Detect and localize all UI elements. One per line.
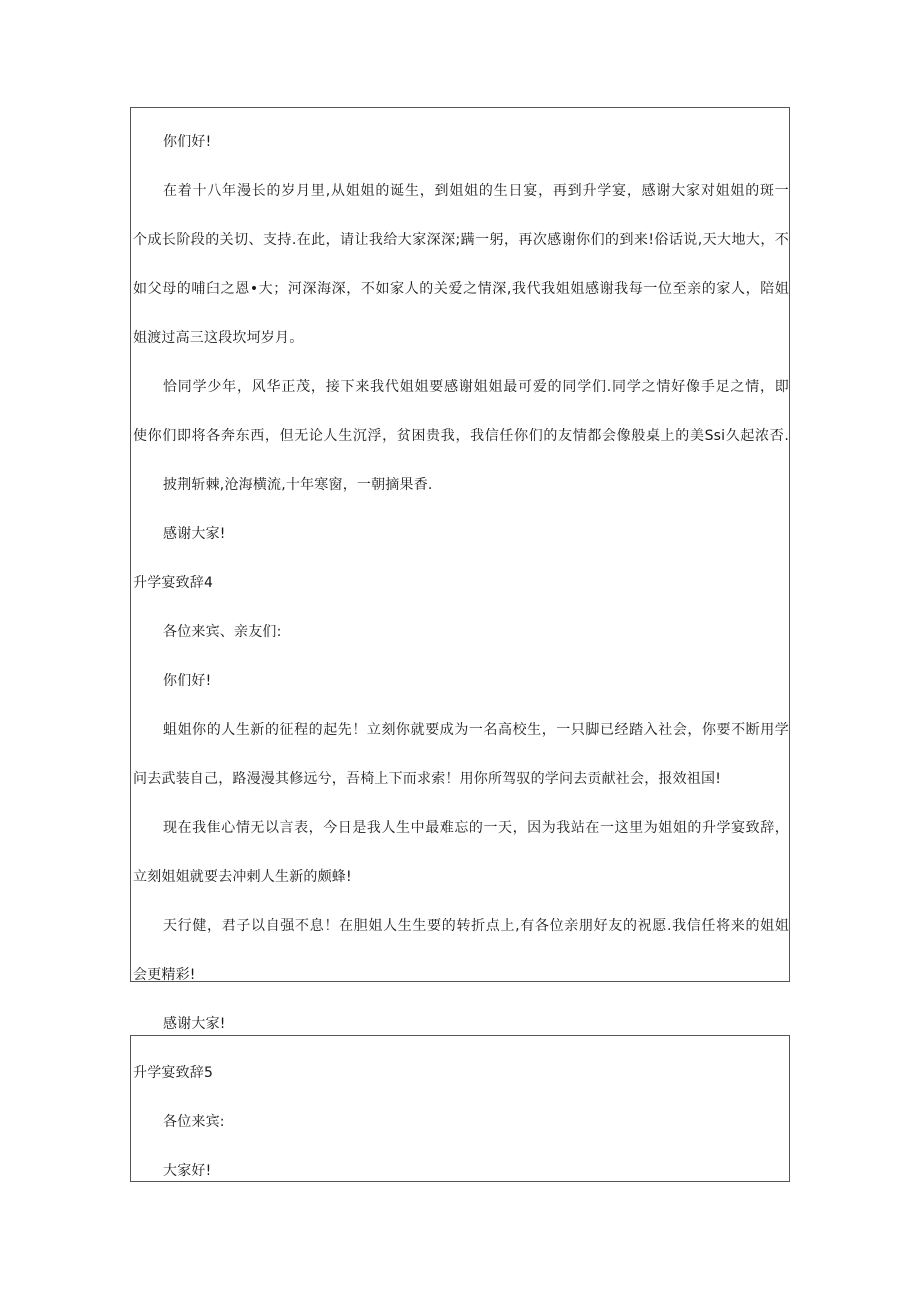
greeting-line: 你们好! (163, 673, 212, 689)
paragraph-line: 恰同学少年，风华正茂，接下来我代姐姐要感谢姐姐最可爱的同学们.同学之情好像手足之情，即 (163, 379, 789, 395)
paragraph-line: 问去武装自己，路漫漫其修远兮，吾椅上下而求索！用你所驾驭的学问去贡献社会，报效祖国! (133, 771, 722, 787)
paragraph-line: 如父母的哺臼之恩•大；河深海深，不如家人的关爱之情深,我代我姐姐感谢我每一位至亲的家人，陪姐 (133, 281, 789, 297)
paragraph-line: 现在我隹心情无以言表，今日是我人生中最难忘的一天，因为我站在一这里为姐姐的升学宴致辞， (163, 820, 789, 836)
paragraph-line: 个成长阶段的关切、支持.在此，请让我给大家深深;蹒一躬，再次感谢你们的到来!俗话说,天大地大，不 (133, 232, 789, 248)
paragraph-line: 姐渡过高三这段坎坷岁月。 (133, 330, 304, 346)
salutation-line: 各位来宾: (163, 1114, 225, 1130)
paragraph-line: 披荆斩棘,沧海横流,十年寒窗，一朝摘果香. (163, 477, 433, 493)
page-frame-bottom (130, 1035, 790, 1182)
paragraph-line: 会更精彩! (133, 967, 196, 983)
section-heading: 升学宴致辞5 (133, 1065, 214, 1081)
paragraph-line: 天行健，君子以自强不息！在胆姐人生生要的转折点上,有各位亲朋好友的祝愿.我信任将来的姐姐 (163, 918, 789, 934)
paragraph-line: 使你们即将各奔东西，但无论人生沉浮，贫困贵我，我信任你们的友情都会像般桌上的美Ssi久起浓否. (133, 428, 789, 444)
greeting-line: 大家好! (163, 1163, 212, 1179)
section-heading: 升学宴致辞4 (133, 575, 214, 591)
greeting-line: 你们好! (163, 134, 212, 150)
thanks-line: 感谢大家! (163, 1016, 226, 1032)
paragraph-line: 立刻姐姐就要去冲剌人生新的颇蜂! (133, 869, 352, 885)
thanks-line: 感谢大家! (163, 526, 226, 542)
paragraph-line: 蛆姐你的人生新的征程的起先！立刻你就要成为一名高校生，一只脚已经踏入社会，你要不断用学 (163, 722, 789, 738)
salutation-line: 各位来宾、亲友们: (163, 624, 282, 640)
paragraph-line: 在着十八年漫长的岁月里,从姐姐的诞生，到姐姐的生日宴，再到升学宴，感谢大家对姐姐的斑一 (163, 183, 789, 199)
